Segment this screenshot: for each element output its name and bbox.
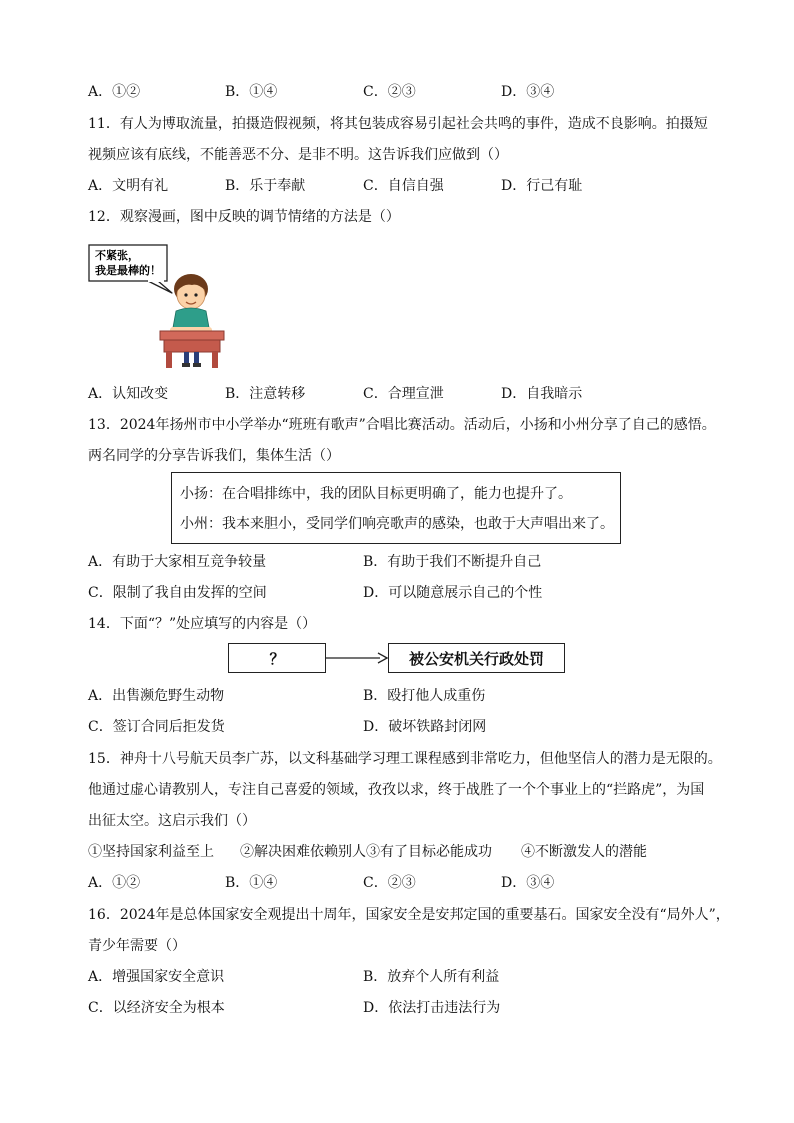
q11-option-c: C．自信自强	[363, 178, 444, 194]
q10-option-d: D．③④	[501, 84, 555, 100]
q15-stem-line2: 他通过虚心请教别人，专注自己喜爱的领域，孜孜以求，终于战胜了一个个事业上的“拦路虎”，为国	[88, 782, 705, 798]
q13-stem-line2: 两名同学的分享告诉我们，集体生活（）	[88, 448, 340, 464]
flow-unknown-box: ？	[228, 643, 326, 673]
flow-result-box: 被公安机关行政处罚	[388, 643, 565, 673]
q10-option-a: A．①②	[88, 84, 141, 100]
q15-statement-2-3: ②解决困难依赖别人③有了目标必能成功	[240, 844, 492, 860]
q15-option-a: A．①②	[88, 875, 141, 891]
q16-option-c: C．以经济安全为根本	[88, 1000, 225, 1016]
q12-option-a: A．认知改变	[88, 386, 169, 402]
q16-stem-line1: 16．2024年是总体国家安全观提出十周年，国家安全是安邦定国的重要基石。国家安全没有“局外人”，	[88, 907, 730, 923]
q12-option-d: D．自我暗示	[501, 386, 583, 402]
flow-arrow-icon	[326, 650, 388, 666]
q13-quote-box	[171, 472, 621, 544]
q13-option-b: B．有助于我们不断提升自己	[363, 554, 542, 570]
q15-statement-1: ①坚持国家利益至上	[88, 844, 214, 860]
q16-stem-line2: 青少年需要（）	[88, 938, 186, 954]
q11-option-d: D．行己有耻	[501, 178, 583, 194]
q11-stem-line2: 视频应该有底线，不能善恶不分、是非不明。这告诉我们应做到（）	[88, 147, 508, 163]
q11-option-b: B．乐于奉献	[225, 178, 306, 194]
q14-option-a: A．出售濒危野生动物	[88, 688, 225, 704]
q11-stem-line1: 11．有人为博取流量，拍摄造假视频，将其包装成容易引起社会共鸣的事件，造成不良影响。拍摄短	[88, 116, 708, 132]
q16-option-d: D．依法打击违法行为	[363, 1000, 501, 1016]
q11-option-a: A．文明有礼	[88, 178, 169, 194]
q13-quote-xiaozhou: 小州：我本来胆小，受同学们响亮歌声的感染，也敢于大声唱出来了。	[180, 516, 614, 532]
q15-option-c: C．②③	[363, 875, 416, 891]
q13-stem-line1: 13．2024年扬州市中小学举办“班班有歌声”合唱比赛活动。活动后，小扬和小州分享了自己的感悟。	[88, 417, 716, 433]
q14-option-c: C．签订合同后拒发货	[88, 719, 225, 735]
q14-option-b: B．殴打他人成重伤	[363, 688, 486, 704]
q15-option-b: B．①④	[225, 875, 278, 891]
q14-stem: 14．下面“？”处应填写的内容是（）	[88, 616, 317, 632]
q16-option-a: A．增强国家安全意识	[88, 969, 225, 985]
q12-option-c: C．合理宣泄	[363, 386, 444, 402]
q13-option-a: A．有助于大家相互竞争较量	[88, 554, 267, 570]
bubble-line-1: 不紧张，	[95, 249, 139, 262]
q16-option-b: B．放弃个人所有利益	[363, 969, 500, 985]
q15-stem-line3: 出征太空。这启示我们（）	[88, 813, 256, 829]
q15-stem-line1: 15．神舟十八号航天员李广苏，以文科基础学习理工课程感到非常吃力，但他坚信人的潜力是无限的。	[88, 751, 722, 767]
q15-option-d: D．③④	[501, 875, 555, 891]
q15-statement-4: ④不断激发人的潜能	[521, 844, 647, 860]
q14-option-d: D．破坏铁路封闭网	[363, 719, 487, 735]
q10-option-c: C．②③	[363, 84, 416, 100]
q13-option-d: D．可以随意展示自己的个性	[363, 585, 543, 601]
q13-option-c: C．限制了我自由发挥的空间	[88, 585, 267, 601]
q13-quote-xiaoyang: 小扬：在合唱排练中，我的团队目标更明确了，能力也提升了。	[180, 486, 572, 502]
q10-option-b: B．①④	[225, 84, 278, 100]
bubble-line-2: 我是最棒的！	[95, 264, 161, 277]
q12-stem: 12．观察漫画，图中反映的调节情绪的方法是（）	[88, 209, 400, 225]
q12-option-b: B．注意转移	[225, 386, 306, 402]
cartoon-student-at-desk	[88, 243, 238, 369]
